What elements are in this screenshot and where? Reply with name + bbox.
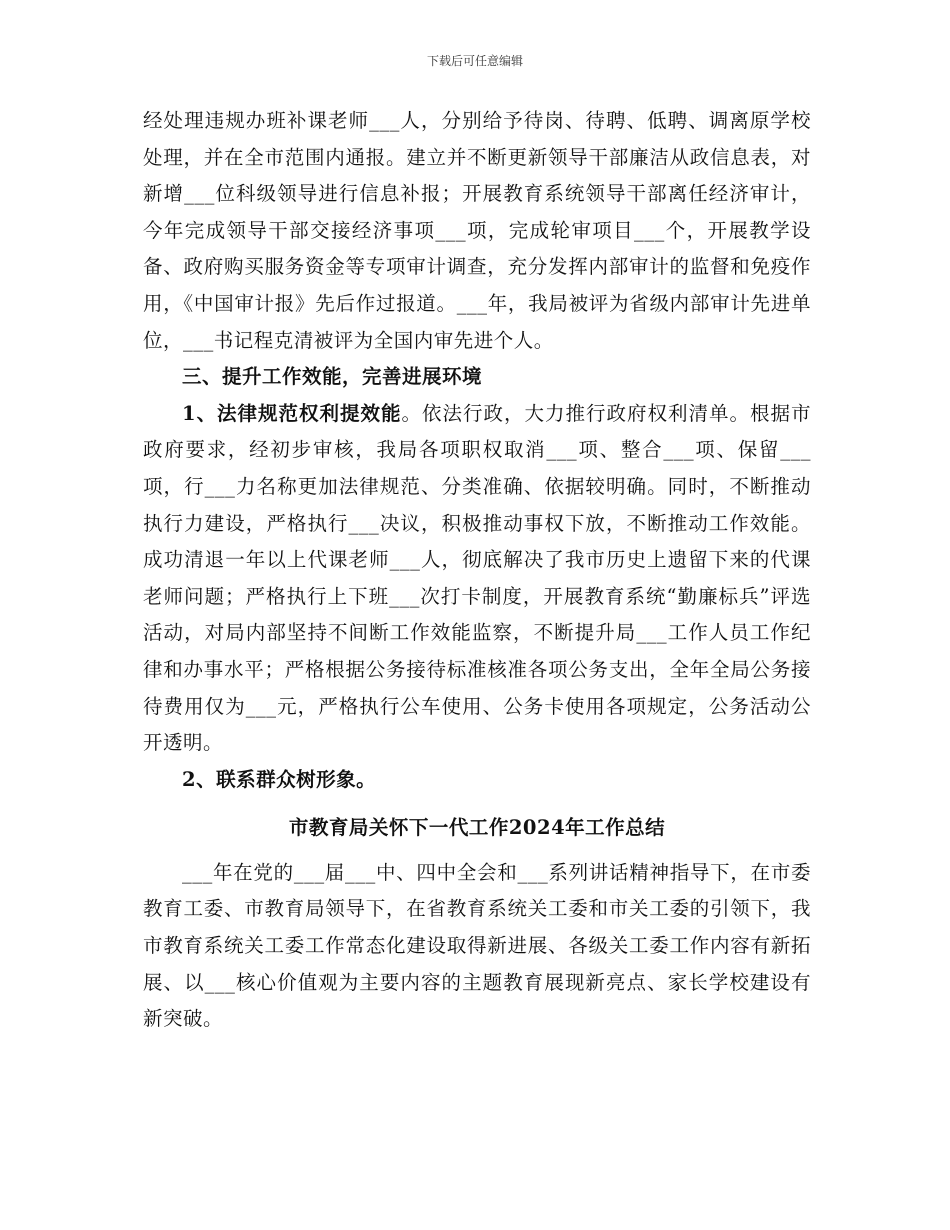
item1-lead: 1、法律规范权利提效能 (182, 401, 402, 425)
item1-paragraph (143, 396, 811, 762)
document-body (143, 103, 811, 1038)
document-title: 市教育局关怀下一代工作2024年工作总结 (288, 816, 666, 840)
section-heading: 三、提升工作效能，完善进展环境 (182, 365, 483, 389)
item1-text: 。依法行政，大力推行政府权利清单。根据市政府要求，经初步审核，我局各项职权取消___项、整合___项、保留___项，行___力名称更加法律规范、分类准确、依据较明确。同时，不断推动执行力建设，严格执行___决议，积极推动事权下放，不断推动工作效能。成功清退一年以上代课老师___人，彻底解决了我市历史上遗留下来的代课老师问题；严格执行上下班___次打卡制度，开展教育系统“勤廉标兵”评选活动，对局内部坚持不间断工作效能监察，不断提升局___工作人员工作纪律和办事水平；严格根据公务接待标准核准各项公务支出，全年全局公务接待费用仅为___元，严格执行公车使用、公务卡使用各项规定，公务活动公开透明。 (143, 401, 811, 755)
audit-paragraph: 经处理违规办班补课老师___人，分别给予待岗、待聘、低聘、调离原学校处理，并在全市范围内通报。建立并不断更新领导干部廉洁从政信息表，对新增___位科级领导进行信息补报；开展教育系统领导干部离任经济审计，今年完成领导干部交接经济事项___项，完成轮审项目___个，开展教学设备、政府购买服务资金等专项审计调查，充分发挥内部审计的监督和免疫作用，《中国审计报》先后作过报道。___年，我局被评为省级内部审计先进单位，___书记程克清被评为全国内审先进个人。 (143, 109, 811, 352)
item2-heading: 2、联系群众树形象。 (182, 767, 377, 791)
summary-paragraph: ___年在党的___届___中、四中全会和___系列讲话精神指导下，在市委教育工委、市教育局领导下，在省教育系统关工委和市关工委的引领下，我市教育系统关工委工作常态化建设取得新进展、各级关工委工作内容有新拓展、以___核心价值观为主要内容的主题教育展现新亮点、家长学校建设有新突破。 (143, 860, 811, 1031)
page-header: 下载后可任意编辑 (426, 54, 523, 68)
